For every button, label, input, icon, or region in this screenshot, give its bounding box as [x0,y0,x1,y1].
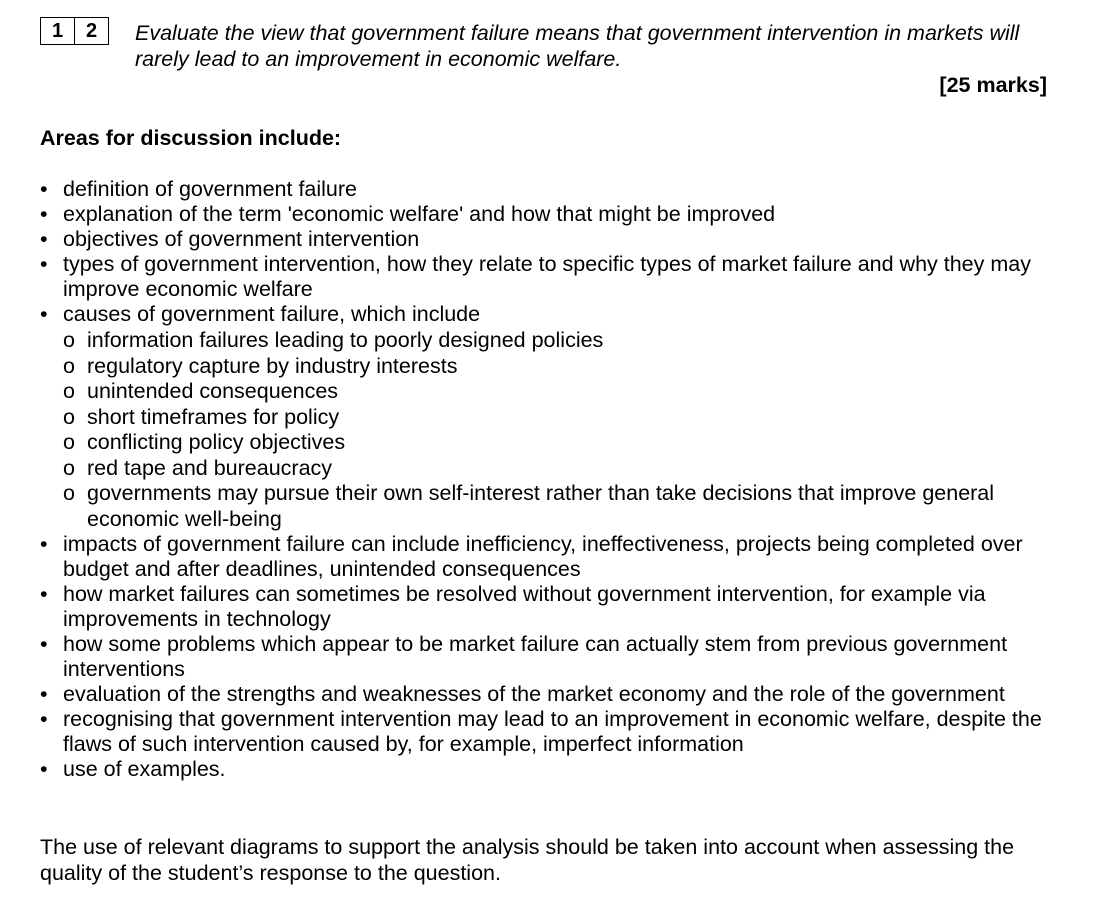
circle-bullet-icon: o [63,481,75,505]
list-item-text: causes of government failure, which include [63,302,481,326]
list-item [40,252,1050,302]
sub-list-item-text: short timeframes for policy [87,404,340,429]
marks-label: [25 marks] [939,73,1047,97]
list-item-text: impacts of government failure can include inefficiency, ineffectiveness, projects being completed over budget and after deadlines, unintended consequences [63,532,1023,581]
sub-list-item [63,328,1050,354]
circle-bullet-icon: o [63,430,75,454]
discussion-heading: Areas for discussion include: [40,126,342,150]
bullet-icon: • [40,682,48,706]
sub-list-item-text: red tape and bureaucracy [87,455,333,480]
sub-list-item [63,430,1050,456]
list-item-text: definition of government failure [63,177,358,201]
assessment-note: The use of relevant diagrams to support the analysis should be taken into account when assessing the quality of the student’s response to the question. [40,835,1015,885]
list-item-text: objectives of government intervention [63,227,420,251]
sub-list-item-text: unintended consequences [87,379,339,403]
list-item-text: how some problems which appear to be market failure can actually stem from previous government interventions [63,632,1008,681]
list-item-text: explanation of the term 'economic welfare' and how that might be improved [63,202,776,226]
bullet-icon: • [40,177,48,201]
list-item-text: types of government intervention, how they relate to specific types of market failure and why they may improve economic welfare [63,252,1031,301]
sub-list-item [63,456,1050,482]
bullet-icon: • [40,252,48,276]
discussion-list [40,177,1050,782]
list-item [40,757,1050,782]
sub-list-item-text: governments may pursue their own self-interest rather than take decisions that improve general economic well-being [87,481,995,531]
list-item-text: how market failures can sometimes be resolved without government intervention, for example via improvements in technology [63,582,986,631]
circle-bullet-icon: o [63,328,75,352]
list-item-text: use of examples. [63,757,226,781]
sub-list-item-text: information failures leading to poorly designed policies [87,328,604,352]
list-item-text: evaluation of the strengths and weaknesses of the market economy and the role of the government [63,682,1005,706]
list-item [40,582,1050,632]
sub-list-item-text: regulatory capture by industry interests [87,353,458,378]
bullet-icon: • [40,707,48,731]
circle-bullet-icon: o [63,455,75,480]
question-number-digit-1: 1 [51,20,64,42]
circle-bullet-icon: o [63,379,75,403]
sub-list-item [63,354,1050,380]
list-item [40,707,1050,757]
bullet-icon: • [40,757,48,781]
bullet-icon: • [40,632,48,656]
list-item [40,202,1050,227]
bullet-icon: • [40,582,48,606]
question-number-digit-2: 2 [74,18,108,44]
list-item [40,682,1050,707]
sub-list-item-text: conflicting policy objectives [87,430,346,454]
sub-list-item [63,379,1050,405]
question-text: Evaluate the view that government failure means that government intervention in markets will rarely lead to an improvement in economic welfare. [135,21,1020,71]
bullet-icon: • [40,227,48,251]
circle-bullet-icon: o [63,353,75,378]
question-number-box [40,17,109,45]
list-item [40,302,1050,532]
bullet-icon: • [40,202,48,226]
sub-list-item [63,405,1050,431]
list-item-text: recognising that government intervention may lead to an improvement in economic welfare, despite the flaws of such intervention caused by, for example, imperfect information [63,707,1042,756]
sub-list-item [63,481,1050,532]
bullet-icon: • [40,302,48,326]
list-item [40,227,1050,252]
list-item [40,532,1050,582]
circle-bullet-icon: o [63,404,75,429]
sub-list [63,328,1050,532]
list-item [40,632,1050,682]
bullet-icon: • [40,532,48,556]
list-item [40,177,1050,202]
